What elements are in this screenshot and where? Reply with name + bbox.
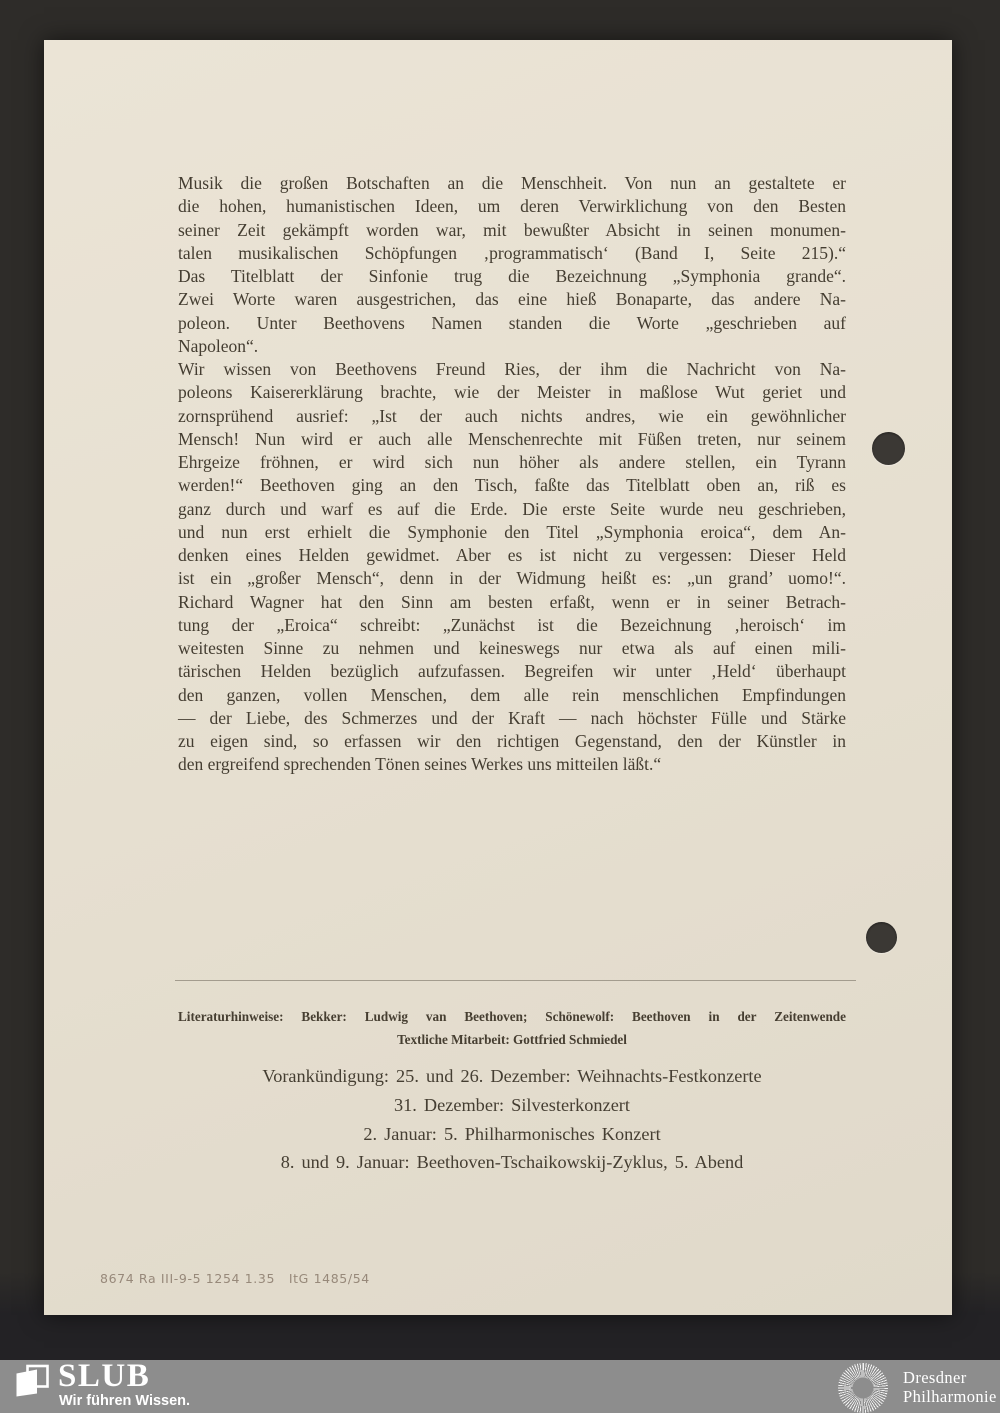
horizontal-divider (175, 980, 856, 981)
text-line: ganz durch und warf es auf die Erde. Die erste Seite wurde neu geschrieben, (178, 498, 846, 519)
viewer-footer-bar (0, 1360, 1000, 1413)
text-line: Wir wissen von Beethovens Freund Ries, der ihm die Nachricht von Na- (178, 359, 846, 379)
catalog-number: 8674 Ra III-9-5 1254 1.35 ItG 1485/54 (100, 1271, 370, 1286)
punch-hole-top (872, 432, 905, 465)
literature-line: Literaturhinweise: Bekker: Ludwig van Beethoven; Schönewolf: Beethoven in der Zeitenwende (178, 1009, 846, 1024)
main-text (178, 172, 846, 777)
punch-hole-bottom (866, 922, 897, 953)
announcement-lines (178, 1062, 846, 1177)
announcement-line: Vorankündigung: 25. und 26. Dezember: Weihnachts-Festkonzerte (262, 1066, 762, 1086)
text-line: poleon. Unter Beethovens Namen standen die Worte „geschrieben auf (178, 312, 846, 333)
text-line: Mensch! Nun wird er auch alle Menschenrechte mit Füßen treten, nur seinem (178, 428, 846, 449)
text-line: werden!“ Beethoven ging an den Tisch, faßte das Titelblatt oben an, riß es (178, 475, 846, 496)
text-line: tung der „Eroica“ schreibt: „Zunächst ist die Bezeichnung ‚heroisch‘ im (178, 614, 846, 635)
text-line: Ehrgeize fröhnen, er wird sich nun höher als andere stellen, ein Tyrann (178, 452, 846, 472)
text-line: Zwei Worte waren ausgestrichen, das eine hieß Bonaparte, das andere Na- (178, 289, 846, 310)
text-line: — der Liebe, des Schmerzes und der Kraft — nach höchster Fülle und Stärke (178, 707, 846, 728)
text-line: Musik die großen Botschaften an die Menschheit. Von nun an gestaltete er (178, 173, 846, 193)
slub-logo[interactable] (0, 1360, 260, 1413)
text-line: tärischen Helden bezüglich aufzufassen. Begreifen wir unter ‚Held‘ überhaupt (178, 661, 846, 682)
announcement-line: 31. Dezember: Silvesterkonzert (394, 1094, 630, 1115)
text-line: Napoleon“. (178, 335, 259, 356)
open-book-icon (14, 1364, 50, 1398)
literature-credit-line: Textliche Mitarbeit: Gottfried Schmiedel (397, 1032, 627, 1047)
text-line: weitesten Sinne zu nehmen und keineswegs nur etwa als auf einen mili- (178, 638, 846, 658)
text-line: seiner Zeit gekämpft worden war, mit bewußter Absicht in seinen monumen- (178, 219, 846, 240)
philharmonie-line2: Philharmonie (903, 1386, 997, 1406)
text-line: zu eigen sind, so erfassen wir den richtigen Gegenstand, den der Künstler in (178, 731, 846, 751)
text-line: die hohen, humanistischen Ideen, um deren Verwirklichung von den Besten (178, 196, 846, 217)
literature-block (178, 1005, 846, 1051)
scanned-page (44, 40, 952, 1315)
slub-tagline: Wir führen Wissen. (59, 1393, 191, 1409)
text-line: Das Titelblatt der Sinfonie trug die Bezeichnung „Symphonia grande“. (178, 266, 846, 286)
announcement-line: 8. und 9. Januar: Beethoven-Tschaikowskij-Zyklus, 5. Abend (280, 1152, 744, 1173)
text-line: denken eines Helden gewidmet. Aber es ist nicht zu vergessen: Dieser Held (178, 545, 846, 565)
sunburst-icon (838, 1363, 888, 1413)
text-line: talen musikalischen Schöpfungen ‚programmatisch‘ (Band I, Seite 215).“ (178, 242, 846, 263)
dresdner-philharmonie-logo[interactable] (830, 1360, 1000, 1413)
text-line: poleons Kaisererklärung brachte, wie der Meister in maßlose Wut geriet und (178, 382, 846, 403)
text-line: zornsprühend ausrief: „Ist der auch nichts andres, wie ein gewöhnlicher (178, 405, 846, 426)
announcement-line: 2. Januar: 5. Philharmonisches Konzert (363, 1123, 661, 1144)
text-line: Richard Wagner hat den Sinn am besten erfaßt, wenn er in seiner Betrach- (178, 591, 846, 612)
text-line: den ergreifend sprechenden Tönen seines Werkes uns mitteilen läßt.“ (178, 754, 662, 775)
text-line: und nun erst erhielt die Symphonie den Titel „Symphonia eroica“, dem An- (178, 521, 846, 542)
text-line: ist ein „großer Mensch“, denn in der Widmung heißt es: „un grand’ uomo!“. (178, 568, 846, 589)
slub-wordmark: SLUB (58, 1358, 151, 1394)
text-line: den ganzen, vollen Menschen, dem alle rein menschlichen Empfindungen (178, 684, 846, 705)
dresdner-philharmonie-label (903, 1369, 997, 1406)
philharmonie-line1: Dresdner (903, 1368, 967, 1387)
